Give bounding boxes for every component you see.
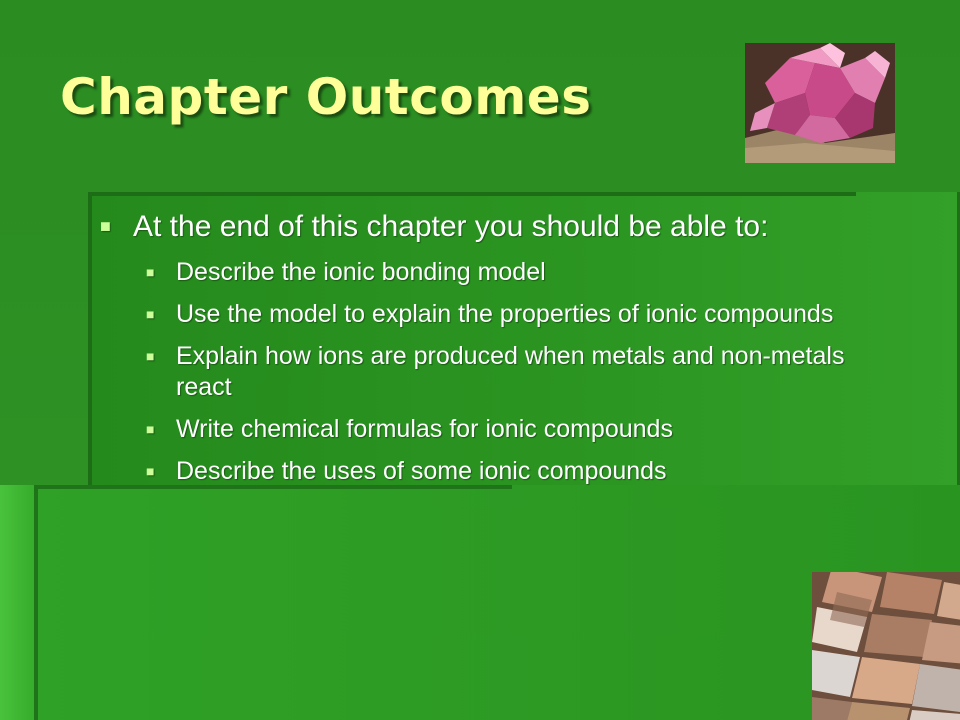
outcome-text: Explain how ions are produced when metals and non-metals react [176,342,845,401]
square-bullet-icon: ■ [146,264,155,280]
square-bullet-icon: ■ [100,216,111,236]
crystal-image [745,43,895,163]
square-bullet-icon: ■ [146,421,155,437]
outcome-item [146,341,890,403]
slide-content [100,208,890,498]
outcome-item [146,299,890,330]
outcome-text: Use the model to explain the properties of ionic compounds [176,300,834,328]
square-bullet-icon: ■ [146,463,155,479]
panel-edge [34,485,38,720]
outcome-text: Describe the uses of some ionic compounds [176,457,667,485]
outcome-item [146,456,890,487]
intro-text: At the end of this chapter you should be able to: [133,210,769,243]
slide-title: Chapter Outcomes [60,68,592,126]
intro-bullet [100,208,890,245]
background-strip [0,485,34,720]
outcome-text: Describe the ionic bonding model [176,258,546,286]
outcome-item [146,257,890,288]
square-bullet-icon: ■ [146,306,155,322]
outcome-text: Write chemical formulas for ionic compounds [176,415,673,443]
tiles-image [812,572,960,720]
outcome-item [146,414,890,445]
panel-edge [88,192,856,196]
square-bullet-icon: ■ [146,348,155,364]
